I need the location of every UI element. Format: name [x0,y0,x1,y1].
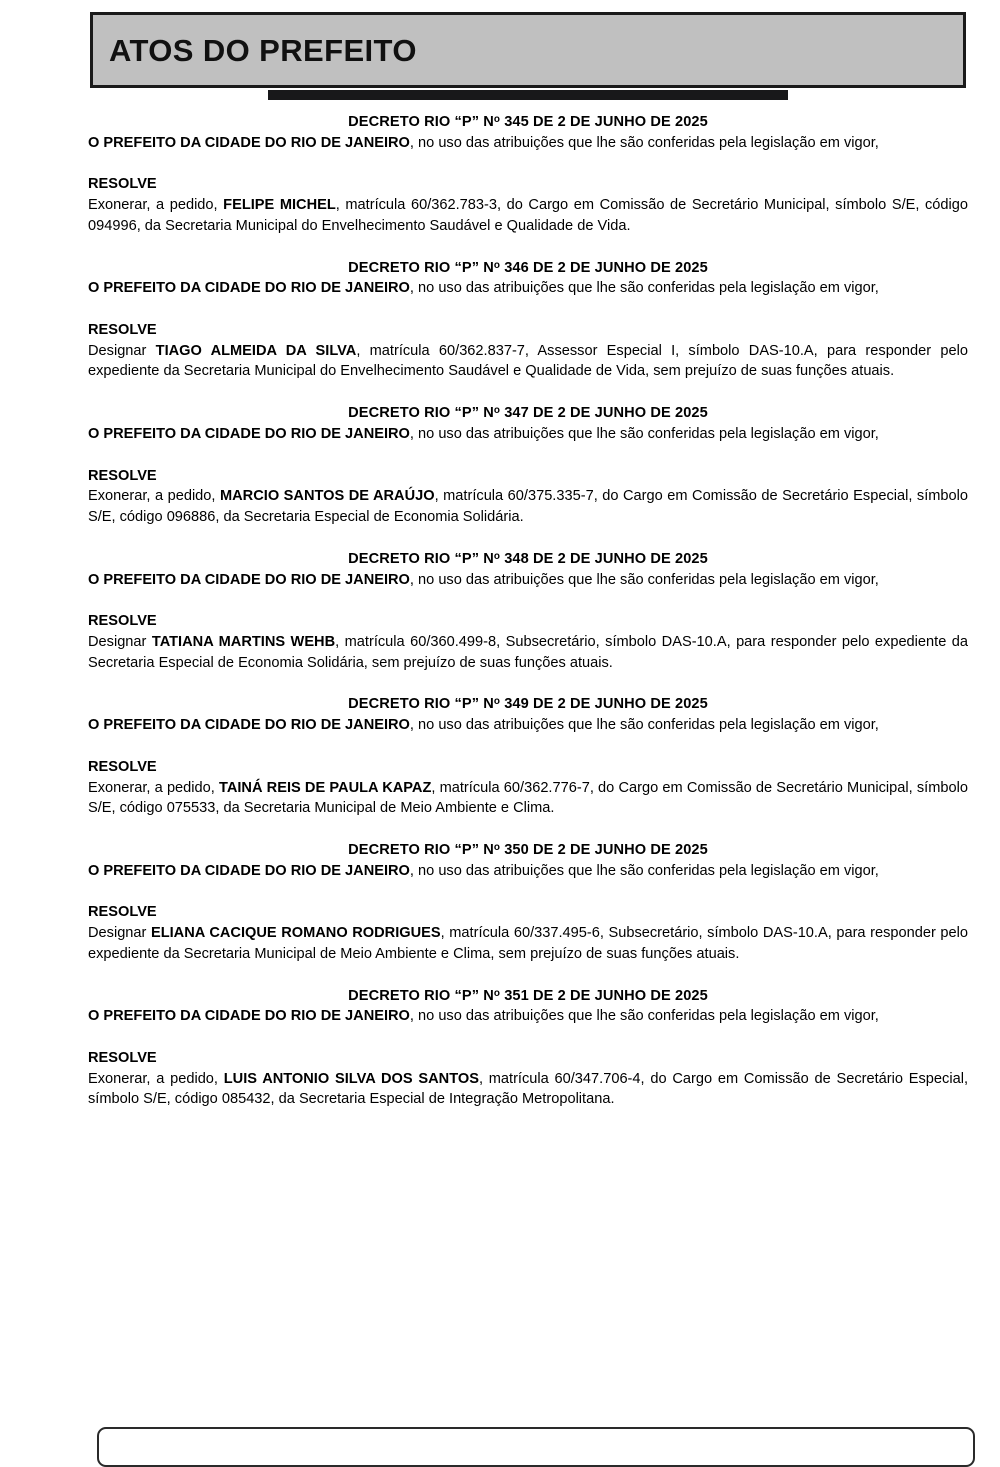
decree-preamble [88,715,968,736]
body-action: Exonerar, a pedido, [88,1070,224,1087]
person-name: TIAGO ALMEIDA DA SILVA [155,342,357,359]
decree-body [88,195,968,236]
preamble-authority: O PREFEITO DA CIDADE DO RIO DE JANEIRO [88,1008,410,1025]
preamble-text: , no uso das atribuições que lhe são conferidas pela legislação em vigor, [409,280,879,297]
resolve-label: RESOLVE [88,322,157,339]
body-action: Designar [88,342,156,359]
person-name: LUIS ANTONIO SILVA DOS SANTOS [223,1070,479,1087]
spacer [88,590,968,611]
resolve-label: RESOLVE [88,1050,157,1066]
preamble-text: , no uso das atribuições que lhe são conferidas pela legislação em vigor, [409,425,879,442]
preamble-authority: O PREFEITO DA CIDADE DO RIO DE JANEIRO [88,862,410,879]
spacer [88,673,968,694]
person-name: MARCIO SANTOS DE ARAÚJO [219,488,435,505]
person-name: FELIPE MICHEL [223,197,336,214]
atos-do-prefeito-banner [90,12,966,88]
decree-body [88,923,968,964]
decree-heading-prefix: DECRETO RIO “P” N [348,550,494,567]
decree-heading-suffix: 351 DE 2 DE JUNHO DE 2025 [500,987,708,1004]
decree-heading [88,549,968,570]
body-action: Designar [88,925,151,942]
spacer [88,528,968,549]
decree-preamble [88,133,968,154]
body-details: , matrícula 60/362.783-3, do Cargo em Comissão de Secretário Municipal, símbolo S/E, código 094996, da Secretaria Municipal do Envelhecimento Saudável e Qualidade de Vida. [88,197,968,234]
preamble-authority: O PREFEITO DA CIDADE DO RIO DE JANEIRO [88,425,410,442]
spacer [88,382,968,403]
decree-preamble [88,570,968,591]
decree-heading [88,112,968,133]
decree-heading-suffix: 348 DE 2 DE JUNHO DE 2025 [500,550,708,567]
body-action: Designar [88,633,152,650]
body-details: , matrícula 60/362.776-7, do Cargo em Comissão de Secretário Municipal, símbolo S/E, código 075533, da Secretaria Municipal de Meio Ambiente e Clima. [88,779,968,817]
ordinal-indicator: o [493,841,501,853]
decree-body [88,486,968,527]
decree-preamble [88,424,968,445]
body-details: , matrícula 60/360.499-8, Subsecretário, símbolo DAS-10.A, para responder pelo expediente da Secretaria Especial de Economia Solidária, sem prejuízo de suas funções atuais. [88,633,968,671]
body-details: , matrícula 60/362.837-7, Assessor Especial I, símbolo DAS-10.A, para responder pelo expediente da Secretaria Municipal do Envelhecimento Saudável e Qualidade de Vida, sem prejuízo de suas funções atuais. [88,342,968,380]
decree-heading-suffix: 347 DE 2 DE JUNHO DE 2025 [500,405,708,422]
body-details: , matrícula 60/347.706-4, do Cargo em Comissão de Secretário Especial, símbolo S/E, código 085432, da Secretaria Especial de Integração Metropolitana. [88,1070,968,1108]
preamble-authority: O PREFEITO DA CIDADE DO RIO DE JANEIRO [88,571,410,588]
decree-heading [88,258,968,279]
decree-heading-prefix: DECRETO RIO “P” N [348,696,494,713]
decree-heading-prefix: DECRETO RIO “P” N [348,114,494,130]
decree-heading [88,694,968,715]
person-name: TATIANA MARTINS WEHB [151,633,336,650]
preamble-authority: O PREFEITO DA CIDADE DO RIO DE JANEIRO [88,134,410,151]
person-name: TAINÁ REIS DE PAULA KAPAZ [219,779,432,796]
decree-heading-suffix: 349 DE 2 DE JUNHO DE 2025 [500,696,708,713]
ordinal-indicator: o [493,696,501,708]
spacer [88,237,968,258]
ordinal-indicator: o [493,550,501,562]
decree-heading-suffix: 345 DE 2 DE JUNHO DE 2025 [500,114,708,130]
resolve-label: RESOLVE [88,758,157,775]
decree-section [88,403,968,528]
spacer [88,881,968,902]
spacer [88,965,968,986]
decree-preamble [88,278,968,299]
spacer [88,445,968,466]
page-title: ATOS DO PREFEITO [109,32,417,68]
decree-heading [88,840,968,861]
decree-section [88,840,968,965]
decree-heading [88,403,968,424]
body-details: , matrícula 60/337.495-6, Subsecretário, símbolo DAS-10.A, para responder pelo expediente da Secretaria Municipal de Meio Ambiente e Clima, sem prejuízo de suas funções atuais. [88,925,968,962]
spacer [88,153,968,174]
decree-section [88,549,968,674]
resolve-label: RESOLVE [88,467,157,484]
decree-body [88,632,968,673]
ordinal-indicator: o [493,113,501,125]
person-name: ELIANA CACIQUE ROMANO RODRIGUES [150,925,441,942]
decree-heading-suffix: 346 DE 2 DE JUNHO DE 2025 [500,259,708,276]
resolve-label: RESOLVE [88,176,157,193]
decree-heading-prefix: DECRETO RIO “P” N [348,841,494,858]
decree-body [88,1069,968,1110]
preamble-text: , no uso das atribuições que lhe são conferidas pela legislação em vigor, [409,571,879,588]
ordinal-indicator: o [493,987,501,999]
bottom-rounded-panel [97,1427,975,1467]
decree-section [88,694,968,819]
decree-preamble [88,861,968,882]
preamble-text: , no uso das atribuições que lhe são conferidas pela legislação em vigor, [409,862,879,879]
spacer [88,1027,968,1048]
spacer [88,819,968,840]
resolve-label: RESOLVE [88,613,157,630]
decree-heading-prefix: DECRETO RIO “P” N [348,259,494,276]
decree-body [88,778,968,819]
decree-heading-prefix: DECRETO RIO “P” N [348,405,494,422]
preamble-authority: O PREFEITO DA CIDADE DO RIO DE JANEIRO [88,717,410,734]
decree-preamble [88,1006,968,1027]
spacer [88,736,968,757]
body-action: Exonerar, a pedido, [88,197,224,214]
decree-heading-prefix: DECRETO RIO “P” N [348,987,494,1004]
preamble-text: , no uso das atribuições que lhe são conferidas pela legislação em vigor, [409,717,879,734]
ordinal-indicator: o [493,259,501,271]
decree-body [88,341,968,382]
banner-underline-bar [268,90,788,100]
resolve-label: RESOLVE [88,904,157,921]
body-details: , matrícula 60/375.335-7, do Cargo em Comissão de Secretário Especial, símbolo S/E, código 096886, da Secretaria Especial de Economia Solidária. [88,488,968,526]
decree-heading [88,986,968,1007]
spacer [88,299,968,320]
body-action: Exonerar, a pedido, [88,779,219,796]
decree-section [88,112,968,237]
decree-heading-suffix: 350 DE 2 DE JUNHO DE 2025 [500,841,708,858]
preamble-text: , no uso das atribuições que lhe são conferidas pela legislação em vigor, [409,134,879,151]
ordinal-indicator: o [493,405,501,417]
preamble-text: , no uso das atribuições que lhe são conferidas pela legislação em vigor, [409,1008,879,1025]
body-action: Exonerar, a pedido, [88,488,220,505]
preamble-authority: O PREFEITO DA CIDADE DO RIO DE JANEIRO [88,280,410,297]
decree-list [88,112,968,1110]
decree-section [88,258,968,383]
decree-section [88,986,968,1111]
